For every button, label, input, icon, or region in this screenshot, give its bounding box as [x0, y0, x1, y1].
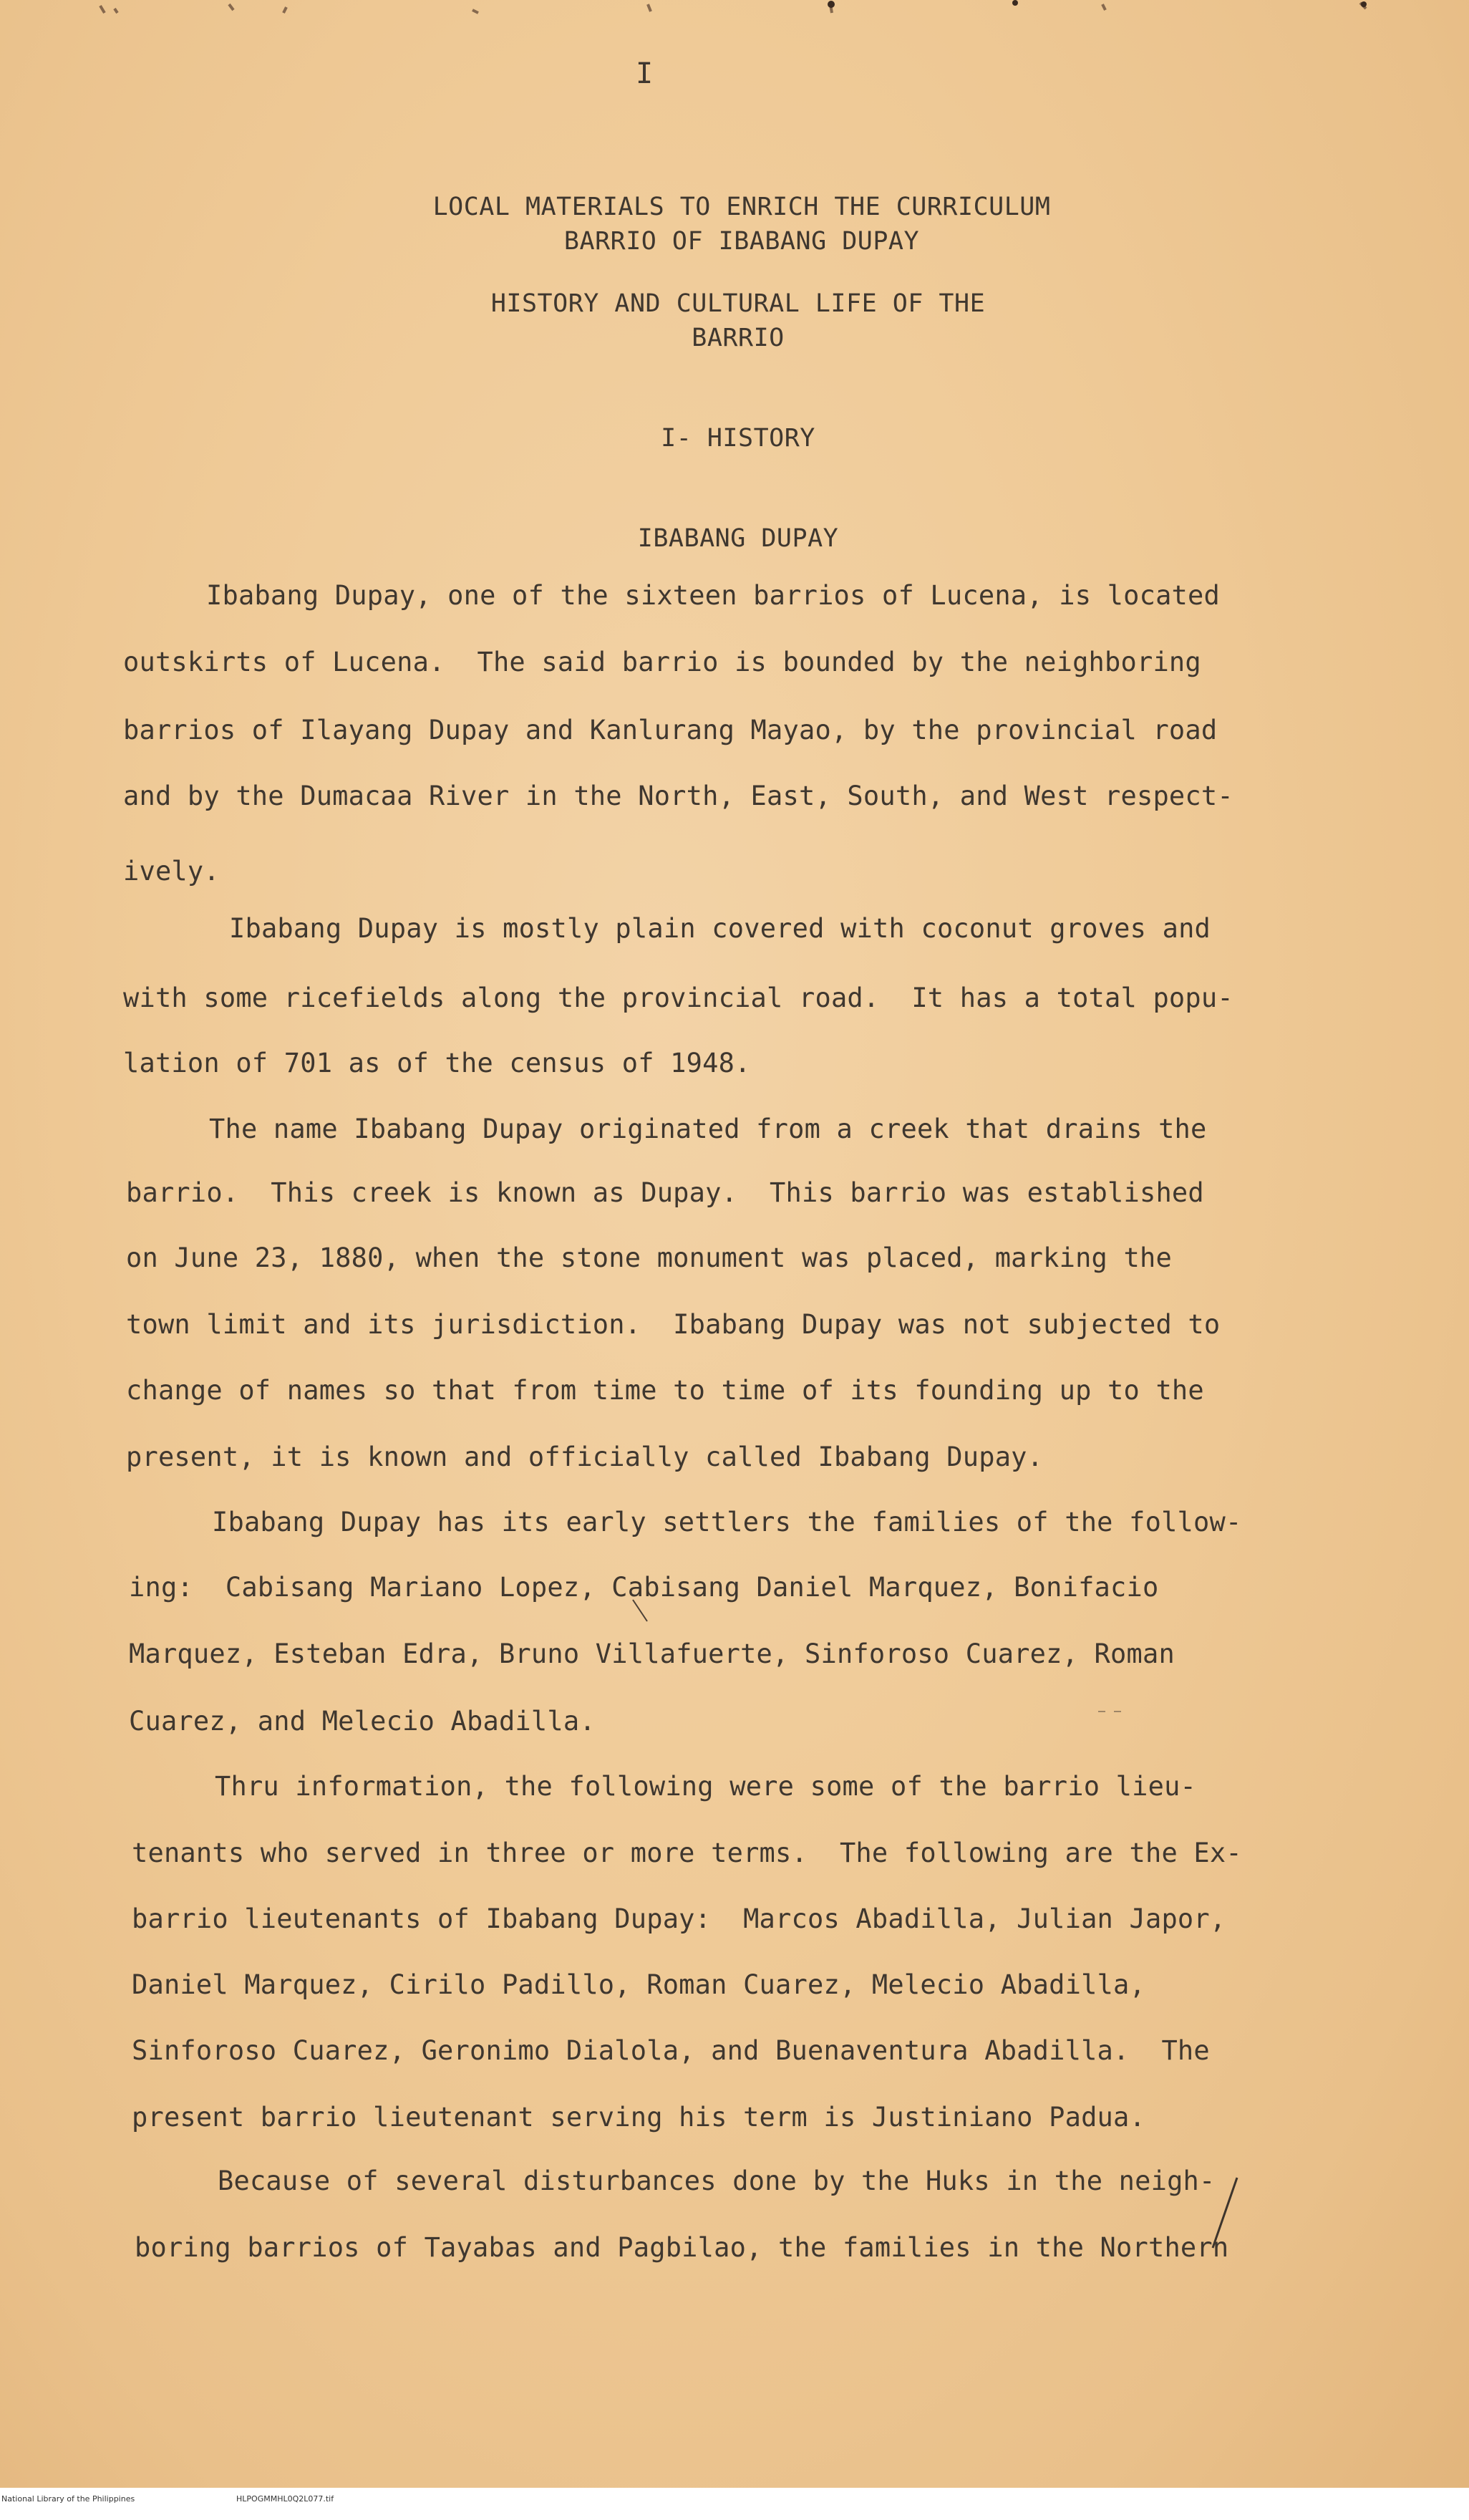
text-line: present, it is known and officially called Ibabang Dupay. — [126, 1442, 1044, 1472]
text-line: ively. — [123, 856, 220, 887]
pen-smudge-mark — [1095, 1704, 1124, 1719]
text-line: town limit and its jurisdiction. Ibabang Dupay was not subjected to — [126, 1309, 1221, 1340]
text-line: Ibabang Dupay has its early settlers the families of the follow- — [212, 1507, 1242, 1537]
text-line: barrio lieutenants of Ibabang Dupay: Marcos Abadilla, Julian Japor, — [132, 1903, 1226, 1934]
text-line: Marquez, Esteban Edra, Bruno Villafuerte, Sinforoso Cuarez, Roman — [129, 1638, 1175, 1669]
text-line: Sinforoso Cuarez, Geronimo Dialola, and Buenaventura Abadilla. The — [132, 2035, 1210, 2066]
text-line: barrios of Ilayang Dupay and Kanlurang Mayao, by the provincial road — [123, 715, 1218, 745]
text-line: change of names so that from time to time of its founding up to the — [126, 1375, 1204, 1406]
text-line: outskirts of Lucena. The said barrio is bounded by the neighboring — [123, 647, 1201, 677]
text-line: on June 23, 1880, when the stone monument was placed, marking the — [126, 1242, 1172, 1273]
text-line: present barrio lieutenant serving his term is Justiniano Padua. — [132, 2102, 1145, 2133]
text-line: and by the Dumacaa River in the North, East, South, and West respect- — [123, 781, 1233, 811]
text-line: ing: Cabisang Mariano Lopez, Cabisang Daniel Marquez, Bonifacio — [129, 1572, 1159, 1603]
history-heading: HISTORY AND CULTURAL LIFE OF THE — [490, 289, 986, 318]
text-line: barrio. This creek is known as Dupay. This barrio was established — [126, 1177, 1204, 1208]
footer-filename: HLPOGMMHL0Q2L077.tif — [236, 2494, 334, 2504]
text-line: boring barrios of Tayabas and Pagbilao, the families in the Northern — [135, 2232, 1229, 2263]
text-line: with some ricefields along the provincial road. It has a total popu- — [123, 983, 1233, 1013]
footer-source: National Library of the Philippines — [1, 2494, 135, 2504]
text-line: Cuarez, and Melecio Abadilla. — [129, 1706, 596, 1737]
text-line: lation of 701 as of the census of 1948. — [123, 1048, 751, 1078]
text-line: Ibabang Dupay, one of the sixteen barrios of Lucena, is located — [206, 580, 1220, 611]
page-number: I — [636, 57, 654, 90]
text-line: Thru information, the following were some of the barrio lieu- — [215, 1771, 1197, 1802]
text-line: The name Ibabang Dupay originated from a creek that drains the — [209, 1114, 1207, 1144]
text-line: tenants who served in three or more terms. The following are the Ex- — [132, 1838, 1242, 1868]
section-title: I- HISTORY — [661, 424, 815, 453]
document-subtitle: BARRIO OF IBABANG DUPAY — [563, 227, 920, 256]
history-heading-cont: BARRIO — [692, 324, 785, 352]
subsection-title: IBABANG DUPAY — [637, 524, 839, 553]
scan-footer — [0, 2492, 1469, 2506]
text-line: Daniel Marquez, Cirilo Padillo, Roman Cuarez, Melecio Abadilla, — [132, 1969, 1145, 2000]
torn-edge-marks — [0, 0, 1469, 29]
text-line: Ibabang Dupay is mostly plain covered with coconut groves and — [229, 913, 1211, 944]
document-title: LOCAL MATERIALS TO ENRICH THE CURRICULUM — [432, 193, 1051, 221]
text-line: Because of several disturbances done by the Huks in the neigh- — [218, 2166, 1216, 2196]
